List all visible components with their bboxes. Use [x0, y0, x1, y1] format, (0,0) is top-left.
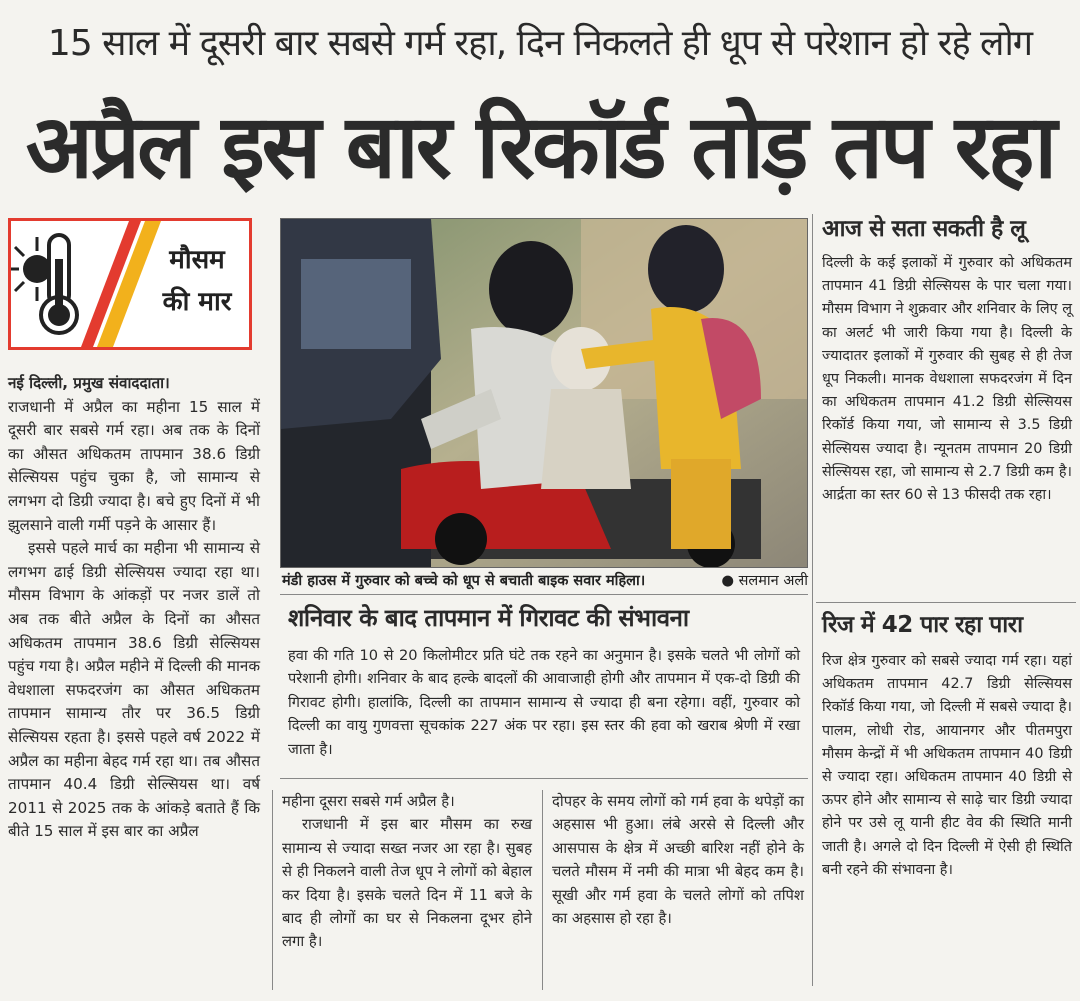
right-heading-2: रिज में 42 पार रहा पारा [822, 612, 1023, 638]
logo-line-2: की मार [162, 287, 232, 317]
left-para-2: इससे पहले मार्च का महीना भी सामान्य से लगभग ढाई डिग्री सेल्सियस ज्यादा रहा था। मौसम विभाग के आंकड़ों पर नजर डालें तो अब तक बीते अप्रैल के दिनों का औसत अधिकतम तापमान 38.6 डिग्री सेल्सियस पहुंच गया है। अप्रैल महीने में दिल्ली की मानक वेधशाला सफदरजंग का औसत अधिकतम तापमान सामान्य तौर पर 36.5 डिग्री सेल्सियस रहता है। इससे पहले वर्ष 2022 में अप्रैल का महीना बेहद गर्म रहा था। तब औसत तापमान 40.4 डिग्री सेल्सियस था। वर्ष 2011 से 2025 तक के आंकड़े बताते हैं कि बीते 15 साल में इस बार का अप्रैल [8, 539, 260, 841]
dateline: नई दिल्ली, प्रमुख संवाददाता। [8, 374, 170, 392]
section-logo [8, 218, 252, 350]
divider [812, 214, 813, 986]
photo-credit: ● सलमान अली [721, 573, 808, 589]
divider [542, 790, 543, 990]
left-column [8, 372, 260, 844]
right-heading-1: आज से सता सकती है लू [822, 216, 1026, 242]
column-2 [282, 790, 532, 954]
main-headline: अप्रैल इस बार रिकॉर्ड तोड़ तप रहा [25, 95, 1055, 198]
middle-box-body: हवा की गति 10 से 20 किलोमीटर प्रति घंटे तक रहने का अनुमान है। इसके चलते भी लोगों को परेशानी होगी। शनिवार के बाद हल्के बादलों की आवाजाही होगी और तापमान में एक-दो डिग्री की गिरावट होगी। हालांकि, दिल्ली का तापमान सामान्य से ज्यादा ही बना रहेगा। वहीं, गुरुवार को दिल्ली का वायु गुणवत्ता सूचकांक 227 अंक पर रहा। इस स्तर की हवा को खराब श्रेणी में रखा जाता है। [288, 647, 800, 758]
col2-line-1: महीना दूसरा सबसे गर्म अप्रैल है। [282, 793, 455, 810]
photo-illustration [281, 219, 808, 568]
logo-label [149, 239, 245, 323]
left-para-1: राजधानी में अप्रैल का महीना 15 साल में दूसरी बार सबसे गर्म रहा। अब तक के दिनों का औसत अधिकतम तापमान 38.6 डिग्री सेल्सियस पहुंच चुका है, जो सामान्य से लगभग दो डिग्री ज्यादा है। बचे हुए दिनों में भी झुलसाने वाली गर्मी पड़ने के आसार हैं। [8, 397, 260, 534]
middle-box-heading: शनिवार के बाद तापमान में गिरावट की संभावना [288, 604, 689, 632]
thermometer-sun-icon [11, 221, 171, 347]
col3-para: दोपहर के समय लोगों को गर्म हवा के थपेड़ों का अहसास भी हुआ। लंबे अरसे से दिल्ली और आसपास के क्षेत्र में अच्छी बारिश नहीं होने के चलते मौसम में नमी की मात्रा भी बेहद कम है। सूखी और गर्म हवा के चलते लोगों को तपिश का अहसास हो रहा है। [552, 793, 804, 928]
news-photo [280, 218, 808, 568]
col2-para: राजधानी में इस बार मौसम का रुख सामान्य से ज्यादा सख्त नजर आ रहा है। सुबह से ही निकलने वाली तेज धूप ने लोगों को बेहाल कर दिया है। इसके चलते दिन में 11 बजे के बाद ही लोगों का घर से निकलना दूभर होने लगा है। [282, 816, 532, 951]
kicker-headline: 15 साल में दूसरी बार सबसे गर्म रहा, दिन निकलते ही धूप से परेशान हो रहे लोग [47, 23, 1033, 64]
photo-caption: मंडी हाउस में गुरुवार को बच्चे को धूप से बचाती बाइक सवार महिला। [282, 573, 646, 589]
column-3 [552, 790, 804, 930]
divider [272, 790, 273, 990]
photo-caption-row [282, 570, 808, 592]
right-body-1: दिल्ली के कई इलाकों में गुरुवार को अधिकतम तापमान 41 डिग्री सेल्सियस के पार चला गया। मौसम विभाग ने शुक्रवार और शनिवार के लिए लू का अलर्ट भी जारी किया गया है। दिल्ली के ज्यादातर इलाकों में गुरुवार की सुबह से ही तेज धूप निकली। मानक वेधशाला सफदरजंग में दिन का अधिकतम तापमान 41.2 डिग्री सेल्सियस रिकॉर्ड किया गया, जो सामान्य से 3.5 डिग्री सेल्सियस ज्यादा है। न्यूनतम तापमान 20 डिग्री सेल्सियस रहा, जो सामान्य से 2.7 डिग्री कम है। आर्द्रता का स्तर 60 से 13 फीसदी तक रहा। [822, 255, 1072, 504]
right-body-2: रिज क्षेत्र गुरुवार को सबसे ज्यादा गर्म रहा। यहां अधिकतम तापमान 42.7 डिग्री सेल्सियस रिकॉर्ड किया गया, जो दिल्ली में सबसे ज्यादा है। पालम, लोधी रोड, आयानगर और पीतमपुरा मौसम केन्द्रों में भी अधिकतम तापमान 40 डिग्री से ज्यादा रहा। अधिकतम तापमान 40 डिग्री से ऊपर होने और सामान्य से साढ़े चार डिग्री ज्यादा होने पर उसे लू यानी हीट वेव की स्थिति मानी जाती है। अगले दो दिन दिल्ली में ऐसी ही स्थिति बनी रहने की संभावना है। [822, 653, 1072, 878]
logo-line-1: मौसम [169, 245, 225, 275]
divider [280, 778, 808, 779]
divider [280, 594, 808, 595]
divider [816, 602, 1076, 603]
